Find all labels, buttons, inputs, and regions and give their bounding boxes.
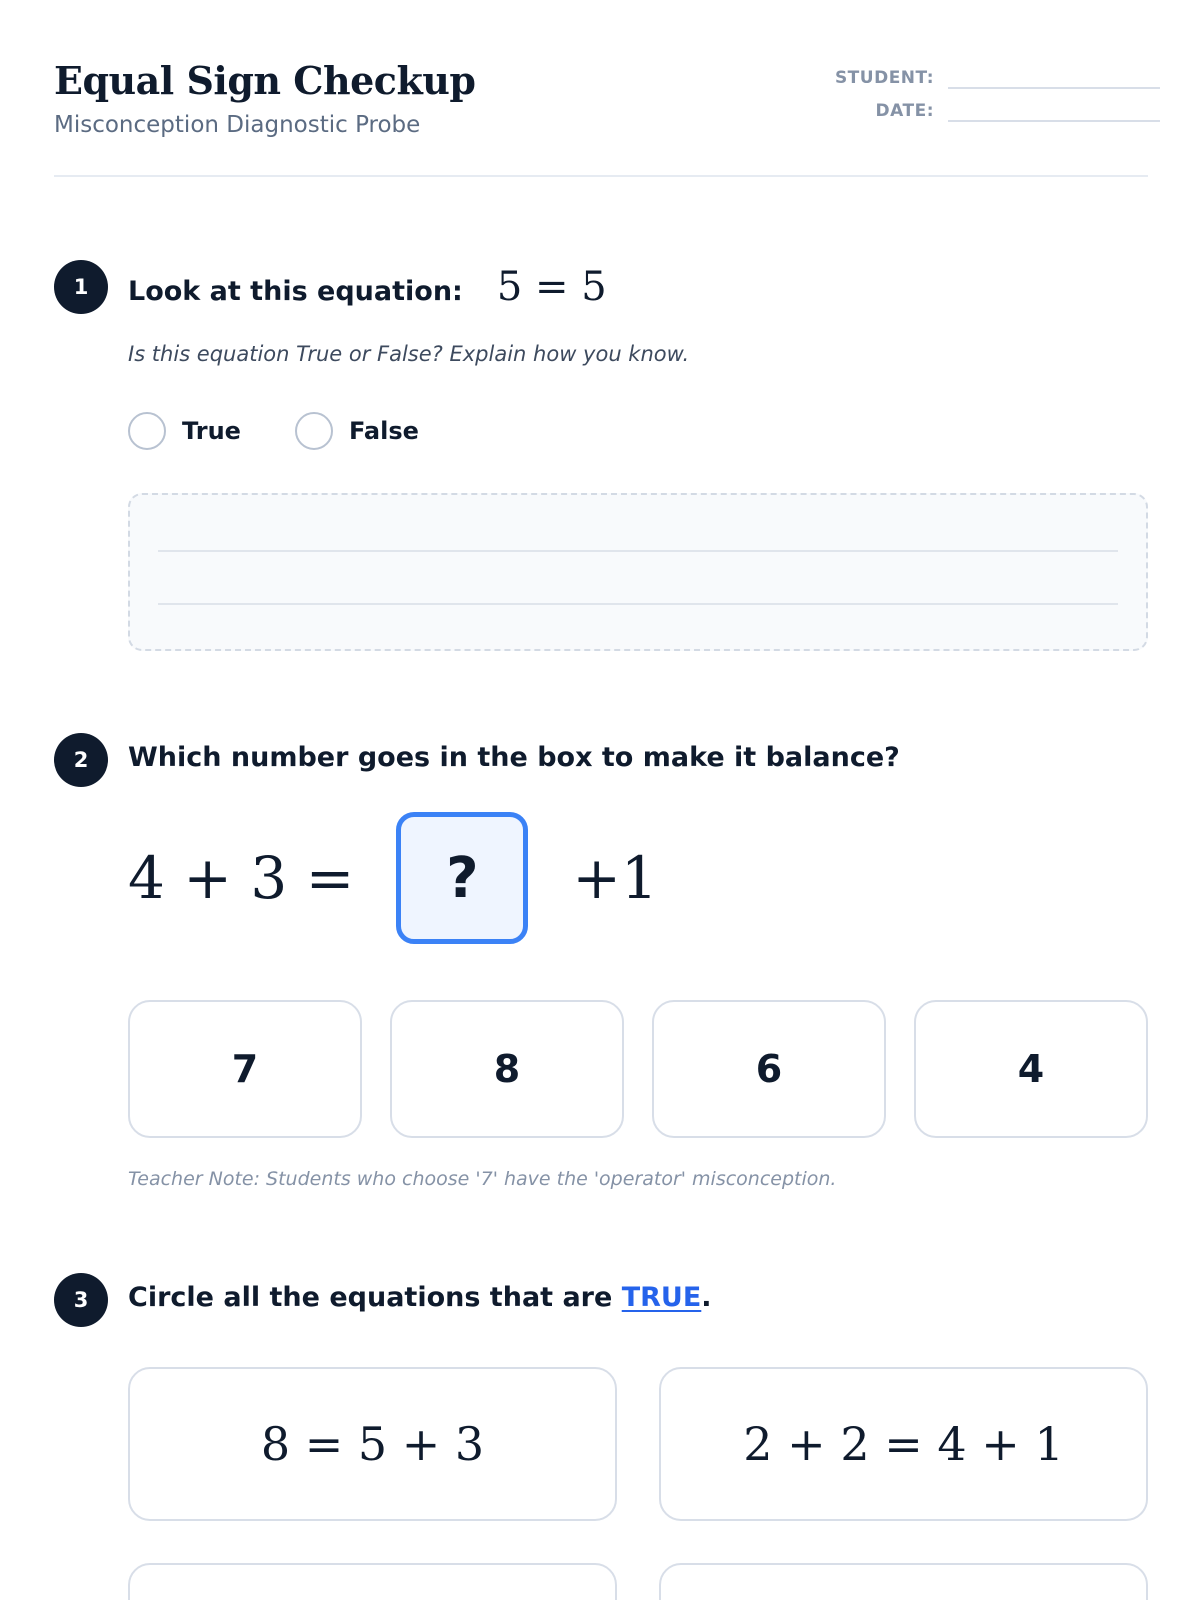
equation-card[interactable]: 2 + 2 = 4 + 1 <box>659 1367 1148 1521</box>
student-label: STUDENT: <box>834 68 934 88</box>
question-1-equation: 5 = 5 <box>496 264 607 310</box>
balance-equation <box>128 812 658 944</box>
question-3-period: . <box>701 1282 712 1313</box>
option-true[interactable] <box>128 412 241 450</box>
teacher-note: Teacher Note: Students who choose '7' have the 'operator' misconception. <box>128 1168 837 1190</box>
date-label: DATE: <box>875 101 934 121</box>
question-3-number: 3 <box>54 1273 108 1327</box>
writing-line <box>158 550 1118 552</box>
radio-true[interactable] <box>128 412 166 450</box>
true-false-options <box>128 412 473 450</box>
date-field[interactable] <box>948 98 1160 122</box>
page-title: Equal Sign Checkup <box>54 58 476 103</box>
choice-button[interactable]: 7 <box>128 1000 362 1138</box>
student-info <box>700 56 1160 122</box>
question-2-number: 2 <box>54 733 108 787</box>
choice-button[interactable]: 8 <box>390 1000 624 1138</box>
true-highlight: TRUE <box>621 1282 702 1313</box>
question-3-text <box>128 1282 712 1313</box>
option-true-label: True <box>182 417 241 445</box>
question-2-text: Which number goes in the box to make it balance? <box>128 742 900 773</box>
answer-choices <box>128 1000 1148 1138</box>
question-1-number: 1 <box>54 260 108 314</box>
student-row <box>700 56 1160 89</box>
missing-number-box[interactable]: ? <box>396 812 528 944</box>
header-divider <box>54 175 1148 177</box>
equation-left-side: 4 + 3 = <box>128 844 355 912</box>
equation-card[interactable] <box>128 1563 617 1600</box>
question-3-label: Circle all the equations that are <box>128 1282 622 1313</box>
page-subtitle: Misconception Diagnostic Probe <box>54 112 421 138</box>
explanation-answer-area[interactable] <box>128 493 1148 651</box>
equation-card[interactable]: 8 = 5 + 3 <box>128 1367 617 1521</box>
option-false[interactable] <box>295 412 419 450</box>
equation-right-side: +1 <box>572 844 658 912</box>
writing-line <box>158 603 1118 605</box>
date-row <box>700 89 1160 122</box>
question-1-text <box>128 262 607 317</box>
choice-button[interactable]: 6 <box>652 1000 886 1138</box>
question-1-prompt: Is this equation True or False? Explain how you know. <box>128 342 690 366</box>
radio-false[interactable] <box>295 412 333 450</box>
equation-card[interactable] <box>659 1563 1148 1600</box>
student-name-field[interactable] <box>948 65 1160 89</box>
equation-cards <box>128 1367 1148 1600</box>
choice-button[interactable]: 4 <box>914 1000 1148 1138</box>
option-false-label: False <box>348 417 419 445</box>
question-1-label: Look at this equation: <box>128 276 463 307</box>
